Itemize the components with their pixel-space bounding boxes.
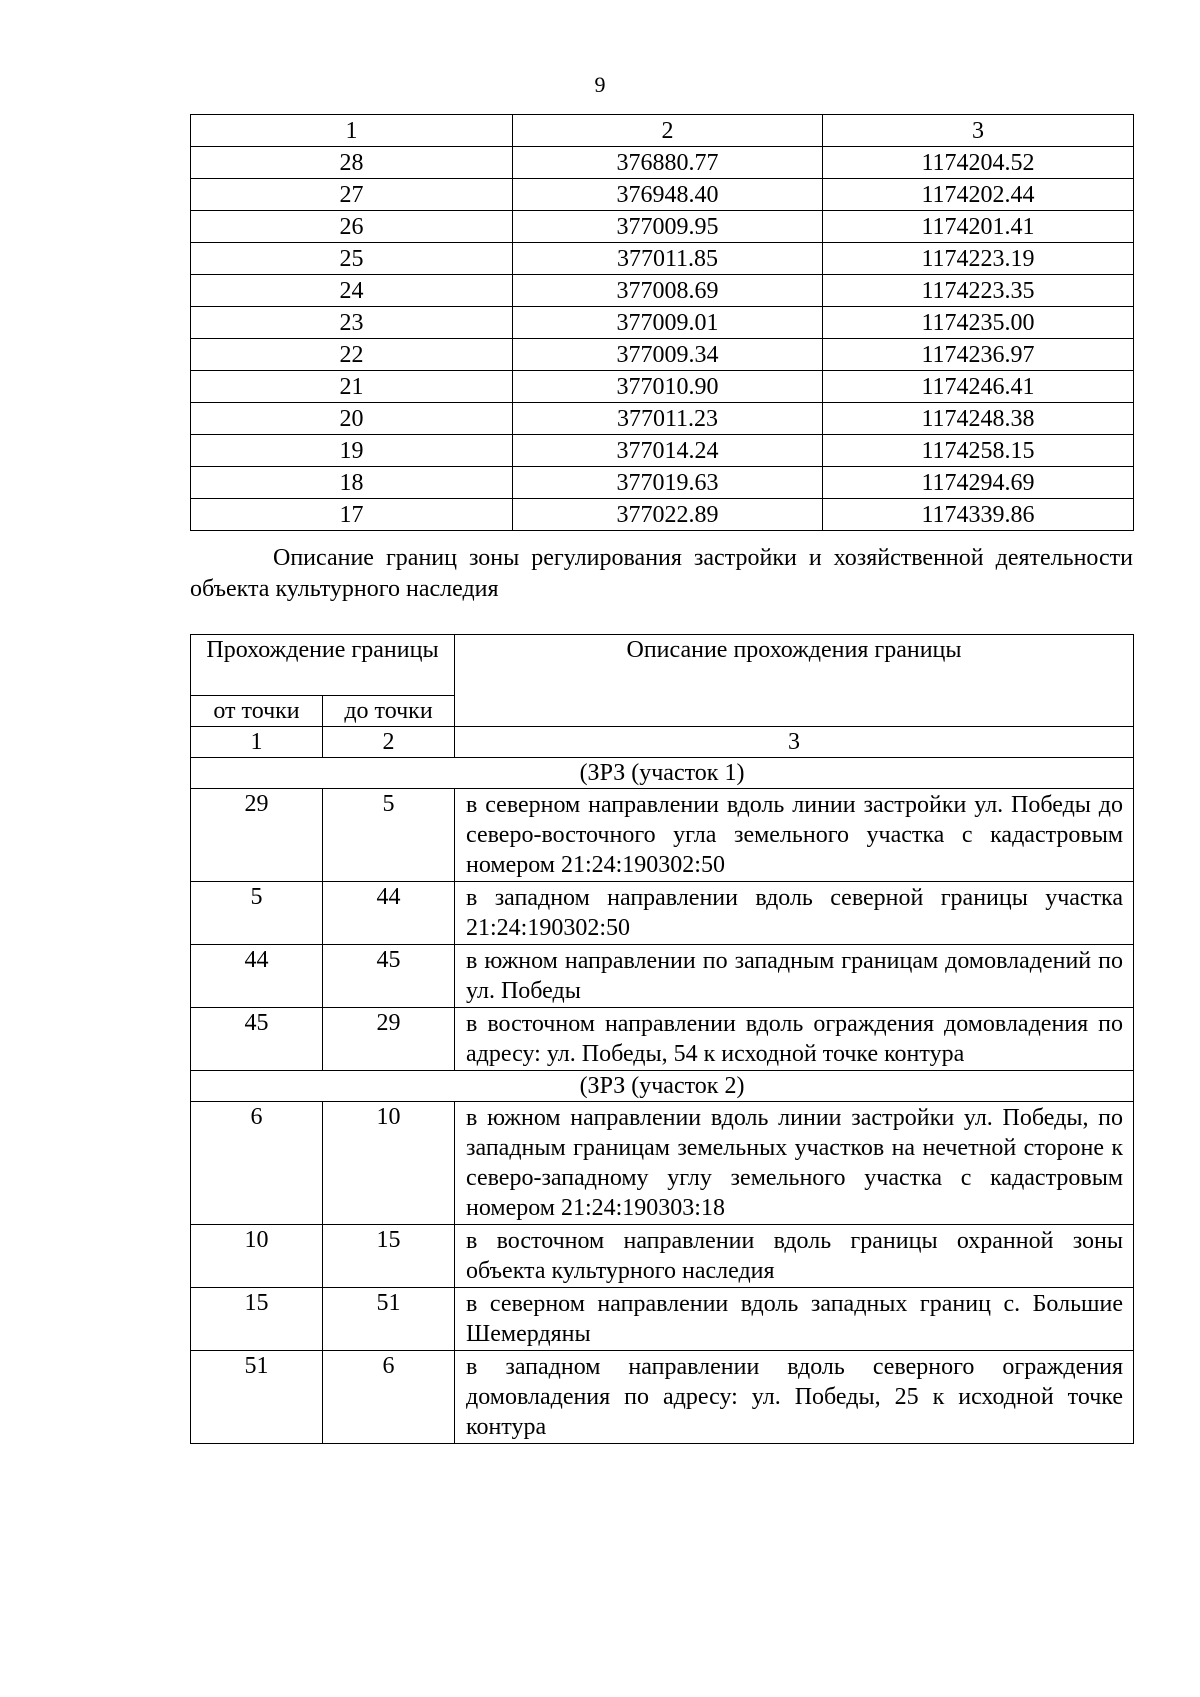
column-number-2: 2	[323, 727, 455, 758]
boundary-description: в северном направлении вдоль западных границ с. Большие Шемердяны	[455, 1288, 1134, 1351]
from-point: 6	[191, 1102, 323, 1225]
column-numbers-row	[191, 727, 1134, 758]
x-coordinate: 377009.34	[513, 339, 823, 371]
x-coordinate: 377008.69	[513, 275, 823, 307]
table-row	[191, 435, 1134, 467]
x-coordinate: 377022.89	[513, 499, 823, 531]
from-point: 51	[191, 1351, 323, 1444]
point-number: 25	[191, 243, 513, 275]
table-row	[191, 211, 1134, 243]
boundary-description-table	[190, 634, 1134, 1444]
to-point: 29	[323, 1008, 455, 1071]
table-row	[191, 1008, 1134, 1071]
y-coordinate: 1174248.38	[823, 403, 1134, 435]
column-number-3: 3	[455, 727, 1134, 758]
to-point: 6	[323, 1351, 455, 1444]
table-row	[191, 1102, 1134, 1225]
table-row	[191, 371, 1134, 403]
column-number-3: 3	[823, 115, 1134, 147]
y-coordinate: 1174294.69	[823, 467, 1134, 499]
y-coordinate: 1174236.97	[823, 339, 1134, 371]
table-row	[191, 307, 1134, 339]
y-coordinate: 1174223.35	[823, 275, 1134, 307]
y-coordinate: 1174201.41	[823, 211, 1134, 243]
point-number: 19	[191, 435, 513, 467]
table-row	[191, 467, 1134, 499]
to-point-header: до точки	[323, 696, 455, 727]
table-header-row	[191, 635, 1134, 696]
coordinates-table-body	[191, 115, 1134, 531]
x-coordinate: 377011.23	[513, 403, 823, 435]
y-coordinate: 1174204.52	[823, 147, 1134, 179]
boundary-table-body	[191, 635, 1134, 1444]
passage-header: Прохождение границы	[191, 635, 455, 696]
boundary-description: в северном направлении вдоль линии застройки ул. Победы до северо-восточного угла земельного участка с кадастровым номером 21:24:190302:50	[455, 789, 1134, 882]
to-point: 5	[323, 789, 455, 882]
to-point: 45	[323, 945, 455, 1008]
from-point-header: от точки	[191, 696, 323, 727]
from-point: 5	[191, 882, 323, 945]
x-coordinate: 377010.90	[513, 371, 823, 403]
column-number-1: 1	[191, 115, 513, 147]
boundary-description: в восточном направлении вдоль границы охранной зоны объекта культурного наследия	[455, 1225, 1134, 1288]
table-row	[191, 1351, 1134, 1444]
section-title: (ЗРЗ (участок 1)	[191, 758, 1134, 789]
point-number: 17	[191, 499, 513, 531]
from-point: 29	[191, 789, 323, 882]
x-coordinate: 377009.95	[513, 211, 823, 243]
section-title: (ЗРЗ (участок 2)	[191, 1071, 1134, 1102]
point-number: 23	[191, 307, 513, 339]
boundary-description: в южном направлении вдоль линии застройки ул. Победы, по западным границам земельных участков на нечетной стороне к северо-западному углу земельного участка с кадастровым номером 21:24:190303:18	[455, 1102, 1134, 1225]
y-coordinate: 1174223.19	[823, 243, 1134, 275]
point-number: 22	[191, 339, 513, 371]
table-row	[191, 1288, 1134, 1351]
x-coordinate: 377009.01	[513, 307, 823, 339]
point-number: 27	[191, 179, 513, 211]
point-number: 21	[191, 371, 513, 403]
boundary-description: в западном направлении вдоль северной границы участка 21:24:190302:50	[455, 882, 1134, 945]
table-header-row	[191, 115, 1134, 147]
x-coordinate: 377011.85	[513, 243, 823, 275]
table-row	[191, 1225, 1134, 1288]
y-coordinate: 1174235.00	[823, 307, 1134, 339]
y-coordinate: 1174246.41	[823, 371, 1134, 403]
table-row	[191, 275, 1134, 307]
point-number: 28	[191, 147, 513, 179]
x-coordinate: 376880.77	[513, 147, 823, 179]
column-number-1: 1	[191, 727, 323, 758]
y-coordinate: 1174339.86	[823, 499, 1134, 531]
boundary-description: в восточном направлении вдоль ограждения домовладения по адресу: ул. Победы, 54 к исходной точке контура	[455, 1008, 1134, 1071]
point-number: 26	[191, 211, 513, 243]
to-point: 10	[323, 1102, 455, 1225]
from-point: 45	[191, 1008, 323, 1071]
y-coordinate: 1174258.15	[823, 435, 1134, 467]
boundary-description: в южном направлении по западным границам домовладений по ул. Победы	[455, 945, 1134, 1008]
section-row	[191, 758, 1134, 789]
table-row	[191, 499, 1134, 531]
column-number-2: 2	[513, 115, 823, 147]
point-number: 18	[191, 467, 513, 499]
to-point: 51	[323, 1288, 455, 1351]
section-heading: Описание границ зоны регулирования застройки и хозяйственной деятельности объекта культурного наследия	[190, 545, 1133, 602]
to-point: 44	[323, 882, 455, 945]
coordinates-table	[190, 114, 1134, 531]
to-point: 15	[323, 1225, 455, 1288]
table-row	[191, 179, 1134, 211]
table-row	[191, 147, 1134, 179]
point-number: 20	[191, 403, 513, 435]
table-row	[191, 789, 1134, 882]
table-row	[191, 945, 1134, 1008]
x-coordinate: 377014.24	[513, 435, 823, 467]
table-row	[191, 403, 1134, 435]
from-point: 10	[191, 1225, 323, 1288]
section-row	[191, 1071, 1134, 1102]
from-point: 44	[191, 945, 323, 1008]
boundary-description: в западном направлении вдоль северного ограждения домовладения по адресу: ул. Победы, 25 к исходной точке контура	[455, 1351, 1134, 1444]
point-number: 24	[191, 275, 513, 307]
description-header: Описание прохождения границы	[455, 635, 1134, 727]
page-number: 9	[594, 72, 606, 97]
table-row	[191, 243, 1134, 275]
from-point: 15	[191, 1288, 323, 1351]
x-coordinate: 377019.63	[513, 467, 823, 499]
table-row	[191, 339, 1134, 371]
y-coordinate: 1174202.44	[823, 179, 1134, 211]
table-row	[191, 882, 1134, 945]
x-coordinate: 376948.40	[513, 179, 823, 211]
